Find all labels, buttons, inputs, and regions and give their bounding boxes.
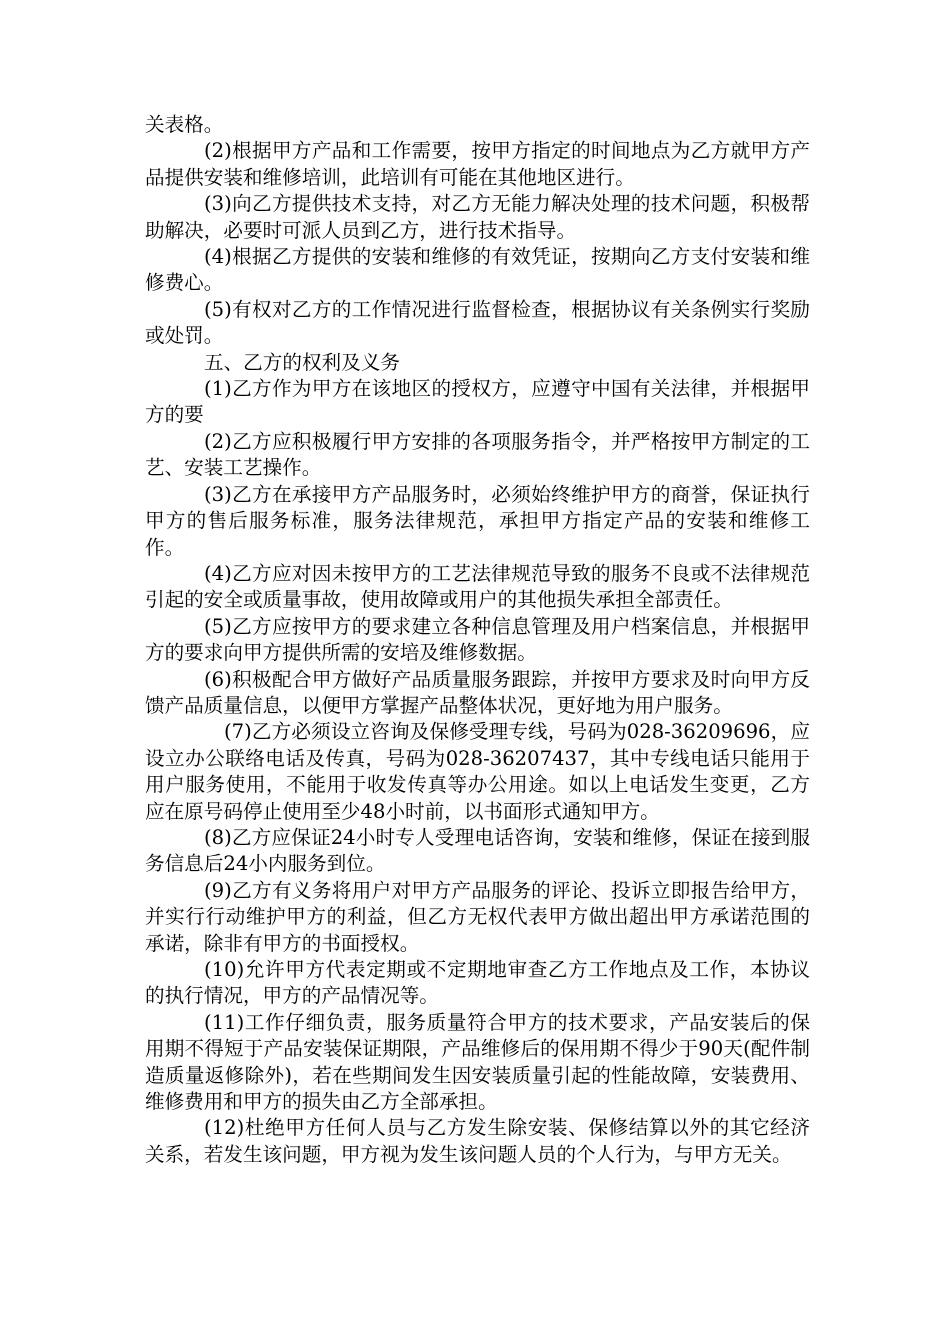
paragraph-item: (1)乙方作为甲方在该地区的授权方，应遵守中国有关法律，并根据甲方的要 [145, 377, 810, 427]
paragraph-item: (7)乙方必须设立咨询及保修受理专线，号码为028-36209696，应设立办公联络电话及传真，号码为028-36207437，其中专线电话只能用于用户服务使用，不能用于收发传真等办公用途。如以上电话发生变更，乙方应在原号码停止使用至少48小时前，以书面形式通知甲方。 [145, 720, 810, 823]
section-heading: 五、乙方的权利及义务 [204, 350, 400, 374]
paragraph-item: (2)根据甲方产品和工作需要，按甲方指定的时间地点为乙方就甲方产品提供安装和维修培训，此培训有可能在其他地区进行。 [145, 139, 810, 189]
paragraph-item: (12)杜绝甲方任何人员与乙方发生除安装、保修结算以外的其它经济关系，若发生该问题，甲方视为发生该问题人员的个人行为，与甲方无关。 [145, 1116, 810, 1166]
paragraph-item: (4)乙方应对因未按甲方的工艺法律规范导致的服务不良或不法律规范引起的安全或质量事故，使用故障或用户的其他损失承担全部责任。 [145, 561, 810, 612]
paragraph-item: (8)乙方应保证24小时专人受理电话咨询，安装和维修，保证在接到服务信息后24小内服务到位。 [145, 825, 810, 876]
paragraph-item: (2)乙方应积极履行甲方安排的各项服务指令，并严格按甲方制定的工艺、安装工艺操作。 [145, 429, 810, 480]
document-body [145, 112, 810, 1168]
paragraph-item: (11)工作仔细负责，服务质量符合甲方的技术要求，产品安装后的保用期不得短于产品安装保证期限，产品维修后的保用期不得少于90天(配件制造质量返修除外)，若在些期间发生因安装质量引起的性能故障，安装费用、维修费用和甲方的损失由乙方全部承担。 [145, 1010, 810, 1114]
paragraph-item: (4)根据乙方提供的安装和维修的有效凭证，按期向乙方支付安装和维修费心。 [145, 245, 810, 295]
paragraph-item: (9)乙方有义务将用户对甲方产品服务的评论、投诉立即报告给甲方，并实行行动维护甲方的利益，但乙方无权代表甲方做出超出甲方承诺范围的承诺，除非有甲方的书面授权。 [145, 878, 810, 955]
paragraph-item: (6)积极配合甲方做好产品质量服务跟踪，并按甲方要求及时向甲方反馈产品质量信息，以便甲方掌握产品整体状况，更好地为用户服务。 [145, 667, 810, 717]
paragraph-item: (3)向乙方提供技术支持，对乙方无能力解决处理的技术问题，积极帮助解决，必要时可派人员到乙方，进行技术指导。 [145, 192, 810, 242]
paragraph-item: (3)乙方在承接甲方产品服务时，必须始终维护甲方的商誉，保证执行甲方的售后服务标准，服务法律规范，承担甲方指定产品的安装和维修工作。 [145, 482, 810, 559]
paragraph-item: (5)乙方应按甲方的要求建立各种信息管理及用户档案信息，并根据甲方的要求向甲方提供所需的安培及维修数据。 [145, 614, 810, 665]
paragraph-item: (5)有权对乙方的工作情况进行监督检查，根据协议有关条例实行奖励或处罚。 [145, 297, 810, 348]
paragraph-item: (10)允许甲方代表定期或不定期地审查乙方工作地点及工作，本协议的执行情况，甲方的产品情况等。 [145, 958, 810, 1008]
paragraph-continuation: 关表格。 [145, 113, 224, 136]
